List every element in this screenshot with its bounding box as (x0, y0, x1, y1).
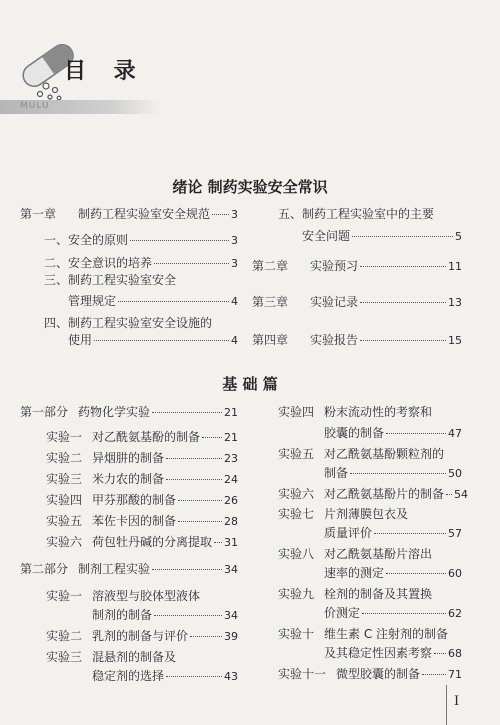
toc-entry[interactable] (46, 471, 238, 488)
toc-entry-label: 实验八 对乙酰氨基酚片溶出 (278, 547, 433, 561)
leader-dots (178, 500, 222, 501)
toc-entry-label: 实验十 维生素 C 注射剂的制备 (278, 627, 449, 641)
leader-dots (152, 412, 222, 413)
toc-entry[interactable] (44, 232, 238, 249)
toc-entry-continuation: 价测定 (324, 606, 361, 620)
leader-dots (214, 542, 222, 543)
toc-part-entry[interactable] (20, 561, 238, 578)
toc-page-number: 23 (224, 452, 238, 465)
leader-dots (374, 533, 446, 534)
leader-dots (118, 301, 229, 302)
leader-dots (152, 569, 222, 570)
toc-entry[interactable] (92, 607, 238, 624)
toc-page-number: 47 (448, 427, 462, 440)
section-title-intro: 绪论 制药实验安全常识 (172, 178, 328, 196)
toc-entry[interactable] (324, 525, 462, 542)
toc-entry-continuation: 制备 (324, 466, 349, 480)
toc-entry[interactable] (252, 258, 462, 275)
toc-entry[interactable] (44, 255, 238, 272)
toc-page-number: 50 (448, 467, 462, 480)
toc-entry[interactable] (324, 425, 462, 442)
toc-entry[interactable] (46, 628, 238, 645)
leader-dots (386, 433, 446, 434)
toc-entry-label: 实验一 对乙酰氨基酚的制备 (46, 430, 201, 444)
page-number: I (454, 694, 460, 709)
leader-dots (154, 263, 229, 264)
leader-dots (352, 236, 453, 237)
toc-entry[interactable] (324, 645, 462, 662)
toc-entry[interactable] (68, 293, 238, 310)
toc-entry-continuation: 及其稳定性因素考察 (324, 646, 433, 660)
toc-page-number: 13 (448, 296, 462, 309)
toc-page-number: 26 (224, 494, 238, 507)
toc-entry[interactable] (252, 294, 462, 311)
leader-dots (360, 302, 446, 303)
toc-entry[interactable] (46, 492, 238, 509)
toc-entry-continuation: 安全问题 (302, 229, 351, 243)
toc-entry-label: 第一章 制药工程实验室安全规范 (20, 207, 211, 221)
toc-page-number: 60 (448, 567, 462, 580)
leader-dots (350, 473, 446, 474)
leader-dots (386, 573, 446, 574)
toc-entry[interactable] (46, 534, 238, 551)
toc-entry[interactable] (252, 332, 462, 349)
page-divider (446, 685, 447, 725)
toc-page-number: 68 (448, 647, 462, 660)
page-title: 目 录 (64, 59, 146, 84)
leader-dots (178, 521, 222, 522)
toc-entry-label: 实验五 对乙酰氨基酚颗粒剂的 (278, 447, 445, 461)
toc-entry-label: 实验七 片剂薄膜包衣及 (278, 507, 409, 521)
toc-page-number: 21 (224, 406, 238, 419)
toc-entry[interactable] (46, 450, 238, 467)
toc-entry-label: 实验三 混悬剂的制备及 (46, 650, 177, 664)
toc-page-number: 15 (448, 334, 462, 347)
toc-entry-label: 实验三 米力农的制备 (46, 472, 165, 486)
toc-entry-label: 实验二 异烟肼的制备 (46, 451, 165, 465)
toc-entry-label: 第一部分 药物化学实验 (20, 405, 151, 419)
toc-entry-continuation: 速率的测定 (324, 566, 385, 580)
toc-entry[interactable] (302, 228, 462, 245)
toc-entry-continuation: 制剂的制备 (92, 608, 153, 622)
leader-dots (446, 494, 452, 495)
toc-page-number: 34 (224, 563, 238, 576)
leader-dots (422, 674, 446, 675)
toc-entry[interactable] (92, 668, 238, 685)
toc-page-number: 62 (448, 607, 462, 620)
toc-entry-label: 实验十一 微型胶囊的制备 (278, 667, 421, 681)
toc-page-number: 11 (448, 260, 462, 273)
toc-entry-label: 三、制药工程实验室安全 (44, 273, 177, 287)
leader-dots (360, 266, 446, 267)
toc-page-number: 43 (224, 670, 238, 683)
toc-page-number: 31 (224, 536, 238, 549)
toc-entry-label: 实验一 溶液型与胶体型液体 (46, 589, 201, 603)
leader-dots (202, 437, 222, 438)
toc-page-number: 4 (231, 295, 238, 308)
toc-entry-label: 二、安全意识的培养 (44, 256, 153, 270)
toc-entry[interactable] (324, 605, 462, 622)
leader-dots (166, 479, 222, 480)
toc-page-number: 5 (455, 230, 462, 243)
toc-entry-label: 第二章 实验预习 (252, 259, 359, 273)
toc-entry-label: 第三章 实验记录 (252, 295, 359, 309)
toc-entry-continuation: 稳定剂的选择 (92, 669, 165, 683)
toc-page-number: 3 (231, 208, 238, 221)
toc-page-number: 28 (224, 515, 238, 528)
toc-page-number: 54 (454, 488, 469, 501)
toc-entry-label: 实验九 栓剂的制备及其置换 (278, 587, 433, 601)
leader-dots (360, 340, 446, 341)
leader-dots (166, 676, 222, 677)
toc-entry-label: 第二部分 制剂工程实验 (20, 562, 151, 576)
toc-entry-continuation: 胶囊的制备 (324, 426, 385, 440)
toc-entry[interactable] (324, 465, 462, 482)
leader-dots (166, 458, 222, 459)
toc-entry-label: 五、制药工程实验室中的主要 (278, 207, 435, 221)
toc-entry[interactable] (278, 666, 462, 683)
toc-page-number: 71 (448, 668, 462, 681)
toc-entry-label: 实验二 乳剂的制备与评价 (46, 629, 189, 643)
toc-entry[interactable] (46, 429, 238, 446)
toc-entry-label: 第四章 实验报告 (252, 333, 359, 347)
toc-page-number: 4 (231, 334, 238, 347)
toc-part-entry[interactable] (20, 404, 238, 421)
leader-dots (212, 214, 229, 215)
leader-dots (154, 615, 222, 616)
toc-entry[interactable] (20, 206, 238, 223)
toc-entry[interactable] (68, 332, 238, 349)
toc-entry-label: 实验五 苯佐卡因的制备 (46, 514, 177, 528)
toc-entry[interactable] (278, 486, 469, 503)
toc-entry-continuation: 管理规定 (68, 294, 117, 308)
leader-dots (94, 340, 229, 341)
toc-page-number: 3 (231, 257, 238, 270)
toc-entry-label: 实验四 甲芬那酸的制备 (46, 493, 177, 507)
section-title-basic: 基 础 篇 (222, 375, 278, 393)
toc-entry-continuation: 使用 (68, 333, 93, 347)
banner-text: MULU (20, 101, 50, 111)
leader-dots (362, 613, 446, 614)
title-banner (0, 100, 160, 114)
toc-page-number: 39 (224, 630, 238, 643)
leader-dots (434, 653, 446, 654)
toc-entry[interactable] (46, 513, 238, 530)
toc-page-number: 21 (224, 431, 238, 444)
toc-page-number: 24 (224, 473, 238, 486)
toc-page-number: 57 (448, 527, 462, 540)
toc-entry[interactable] (324, 565, 462, 582)
toc-page-number: 34 (224, 609, 238, 622)
toc-entry-label: 一、安全的原则 (44, 233, 129, 247)
toc-entry-label: 四、制药工程实验室安全设施的 (44, 316, 213, 330)
toc-entry-label: 实验六 荷包牡丹碱的分离提取 (46, 535, 213, 549)
toc-page-number: 3 (231, 234, 238, 247)
toc-entry-label: 实验四 粉末流动性的考察和 (278, 405, 433, 419)
leader-dots (130, 240, 229, 241)
leader-dots (190, 636, 222, 637)
toc-entry-continuation: 质量评价 (324, 526, 373, 540)
toc-entry-label: 实验六 对乙酰氨基酚片的制备 (278, 487, 445, 501)
